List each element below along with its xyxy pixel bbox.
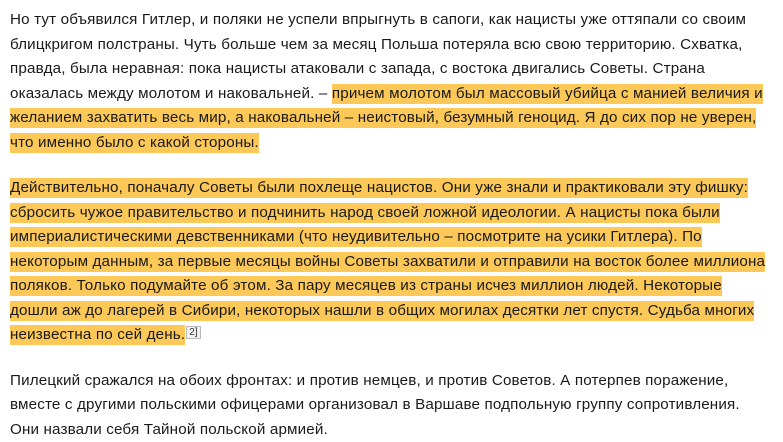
paragraph-1-highlighted-text[interactable]: причем молотом был массовый убийца с манией величия и желанием захватить весь мир, а наковальней – неистовый, безумный геноцид. Я до сих пор не уверен, что именно было с какой стороны. [10,84,763,153]
paragraph-1 [10,8,773,155]
paragraph-3-text: Пилецкий сражался на обоих фронтах: и против немцев, и против Советов. А потерпев поражение, вместе с другими польскими офицерами организовал в Варшаве подпольную группу сопротивления. Они назвали себя Тайной польской армией. [10,372,740,438]
footnote-reference[interactable]: 2] [186,326,201,339]
paragraph-1-plain-text: Но тут объявился Гитлер, и поляки не успели впрыгнуть в сапоги, как нацисты уже оттяпали со своим блицкригом полстраны. Чуть больше чем за месяц Польша потеряла всю свою территорию. Схватка, правда, была неравная: пока нацисты атаковали с запада, с востока двигались Советы. Страна оказалась между молотом и наковальней. – [10,11,746,102]
paragraph-3 [10,369,773,442]
paragraph-2-highlighted-text[interactable]: Действительно, поначалу Советы были похлеще нацистов. Они уже знали и практиковали эту фишку: сбросить чужое правительство и подчинить народ своей ложной идеологии. А нацисты пока были империалистическими девственниками (что неудивительно – посмотрите на усики Гитлера). По некоторым данным, за первые месяцы войны Советы захватили и отправили на восток более миллиона поляков. Только подумайте об этом. За пару месяцев из страны исчез миллион людей. Некоторые дошли аж до лагерей в Сибири, некоторых нашли в общих могилах десятки лет спустя. Судьба многих неизвестна по сей день. [10,178,765,345]
paragraph-2 [10,176,773,348]
